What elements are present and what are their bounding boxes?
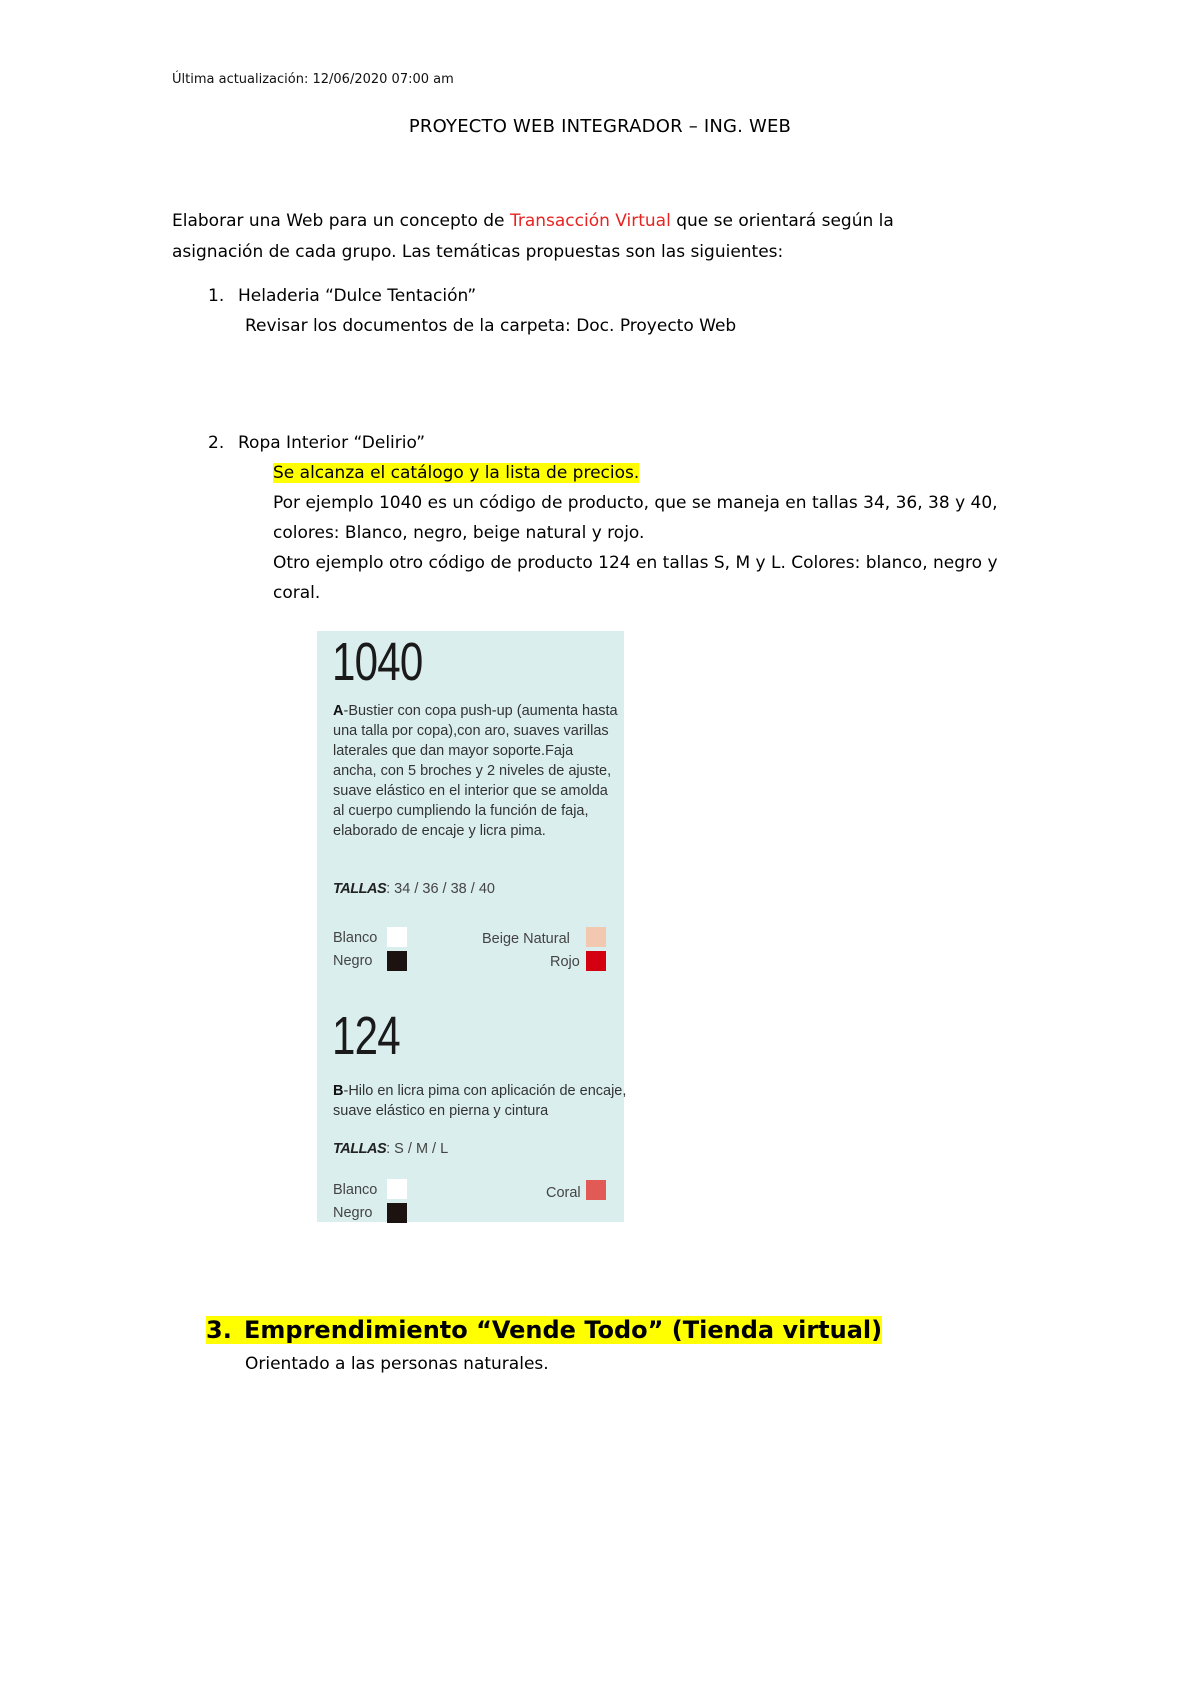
- tallas-values: : S / M / L: [386, 1141, 449, 1157]
- product-description-1040: [333, 701, 618, 841]
- product-description-text: -Bustier con copa push-up (aumenta hasta una talla por copa),con aro, suaves varillas laterales que dan mayor soporte.Faja ancha, con 5 broches y 2 niveles de ajuste, suave elástico en el interior que se amolda al cuerpo cumpliendo la función de faja, elaborado de encaje y licra pima.: [333, 703, 618, 839]
- product-description-text: -Hilo en licra pima con aplicación de encaje, suave elástico en pierna y cintura: [333, 1083, 627, 1119]
- tallas-label: TALLAS: [333, 1141, 387, 1157]
- item-title: Ropa Interior “Delirio”: [238, 433, 426, 453]
- color-label: Beige Natural: [482, 931, 570, 947]
- product-sizes-124: [333, 1141, 448, 1157]
- item-2-highlight: [273, 458, 639, 488]
- color-swatch-beige: [586, 927, 606, 947]
- item-2-detail-2: Otro ejemplo otro código de producto 124 en tallas S, M y L. Colores: blanco, negro y coral.: [273, 553, 998, 603]
- intro-after: que se orientará según la asignación de cada grupo. Las temáticas propuestas son las siguientes:: [172, 211, 894, 262]
- product-code-1040: 1040: [332, 632, 423, 692]
- catalog-image: [317, 631, 627, 1222]
- product-description-124: [333, 1081, 628, 1121]
- color-swatch-blanco: [387, 1179, 407, 1199]
- item-number: 1.: [208, 286, 225, 306]
- list-item-1: [208, 281, 476, 311]
- highlighted-heading: [206, 1316, 882, 1344]
- intro-highlight: Transacción Virtual: [509, 211, 671, 231]
- color-swatch-rojo: [586, 951, 606, 971]
- product-letter: B: [333, 1083, 344, 1099]
- color-label: Blanco: [333, 1182, 378, 1198]
- item-title: Emprendimiento “Vende Todo” (Tienda virtual): [244, 1316, 883, 1344]
- highlighted-text: Se alcanza el catálogo y la lista de precios.: [273, 463, 640, 483]
- page-title: PROYECTO WEB INTEGRADOR – ING. WEB: [408, 116, 792, 137]
- item-title: Heladeria “Dulce Tentación”: [238, 286, 477, 306]
- product-letter: A: [333, 703, 344, 719]
- color-label: Negro: [333, 953, 373, 969]
- item-2-detail-1: Por ejemplo 1040 es un código de producto, que se maneja en tallas 34, 36, 38 y 40, colores: Blanco, negro, beige natural y rojo.: [273, 493, 998, 543]
- item-number: 2.: [208, 433, 225, 453]
- item-1-detail: Revisar los documentos de la carpeta: Doc. Proyecto Web: [245, 316, 737, 336]
- color-swatch-blanco: [387, 927, 407, 947]
- list-item-3: [206, 1316, 882, 1344]
- color-swatch-negro: [387, 1203, 407, 1223]
- item-number: 3.: [206, 1316, 232, 1344]
- last-updated: Última actualización: 12/06/2020 07:00 am: [172, 72, 454, 87]
- item-3-detail: Orientado a las personas naturales.: [245, 1354, 549, 1374]
- color-label: Coral: [546, 1185, 581, 1201]
- tallas-label: TALLAS: [333, 881, 387, 897]
- intro-paragraph: [172, 206, 972, 268]
- list-item-2: [208, 428, 425, 458]
- product-code-124: 124: [332, 1006, 400, 1066]
- color-label: Rojo: [550, 954, 580, 970]
- color-label: Negro: [333, 1205, 373, 1221]
- color-label: Blanco: [333, 930, 378, 946]
- color-swatch-negro: [387, 951, 407, 971]
- product-sizes-1040: [333, 881, 495, 897]
- intro-before: Elaborar una Web para un concepto de: [172, 211, 510, 231]
- color-swatch-coral: [586, 1180, 606, 1200]
- tallas-values: : 34 / 36 / 38 / 40: [386, 881, 495, 897]
